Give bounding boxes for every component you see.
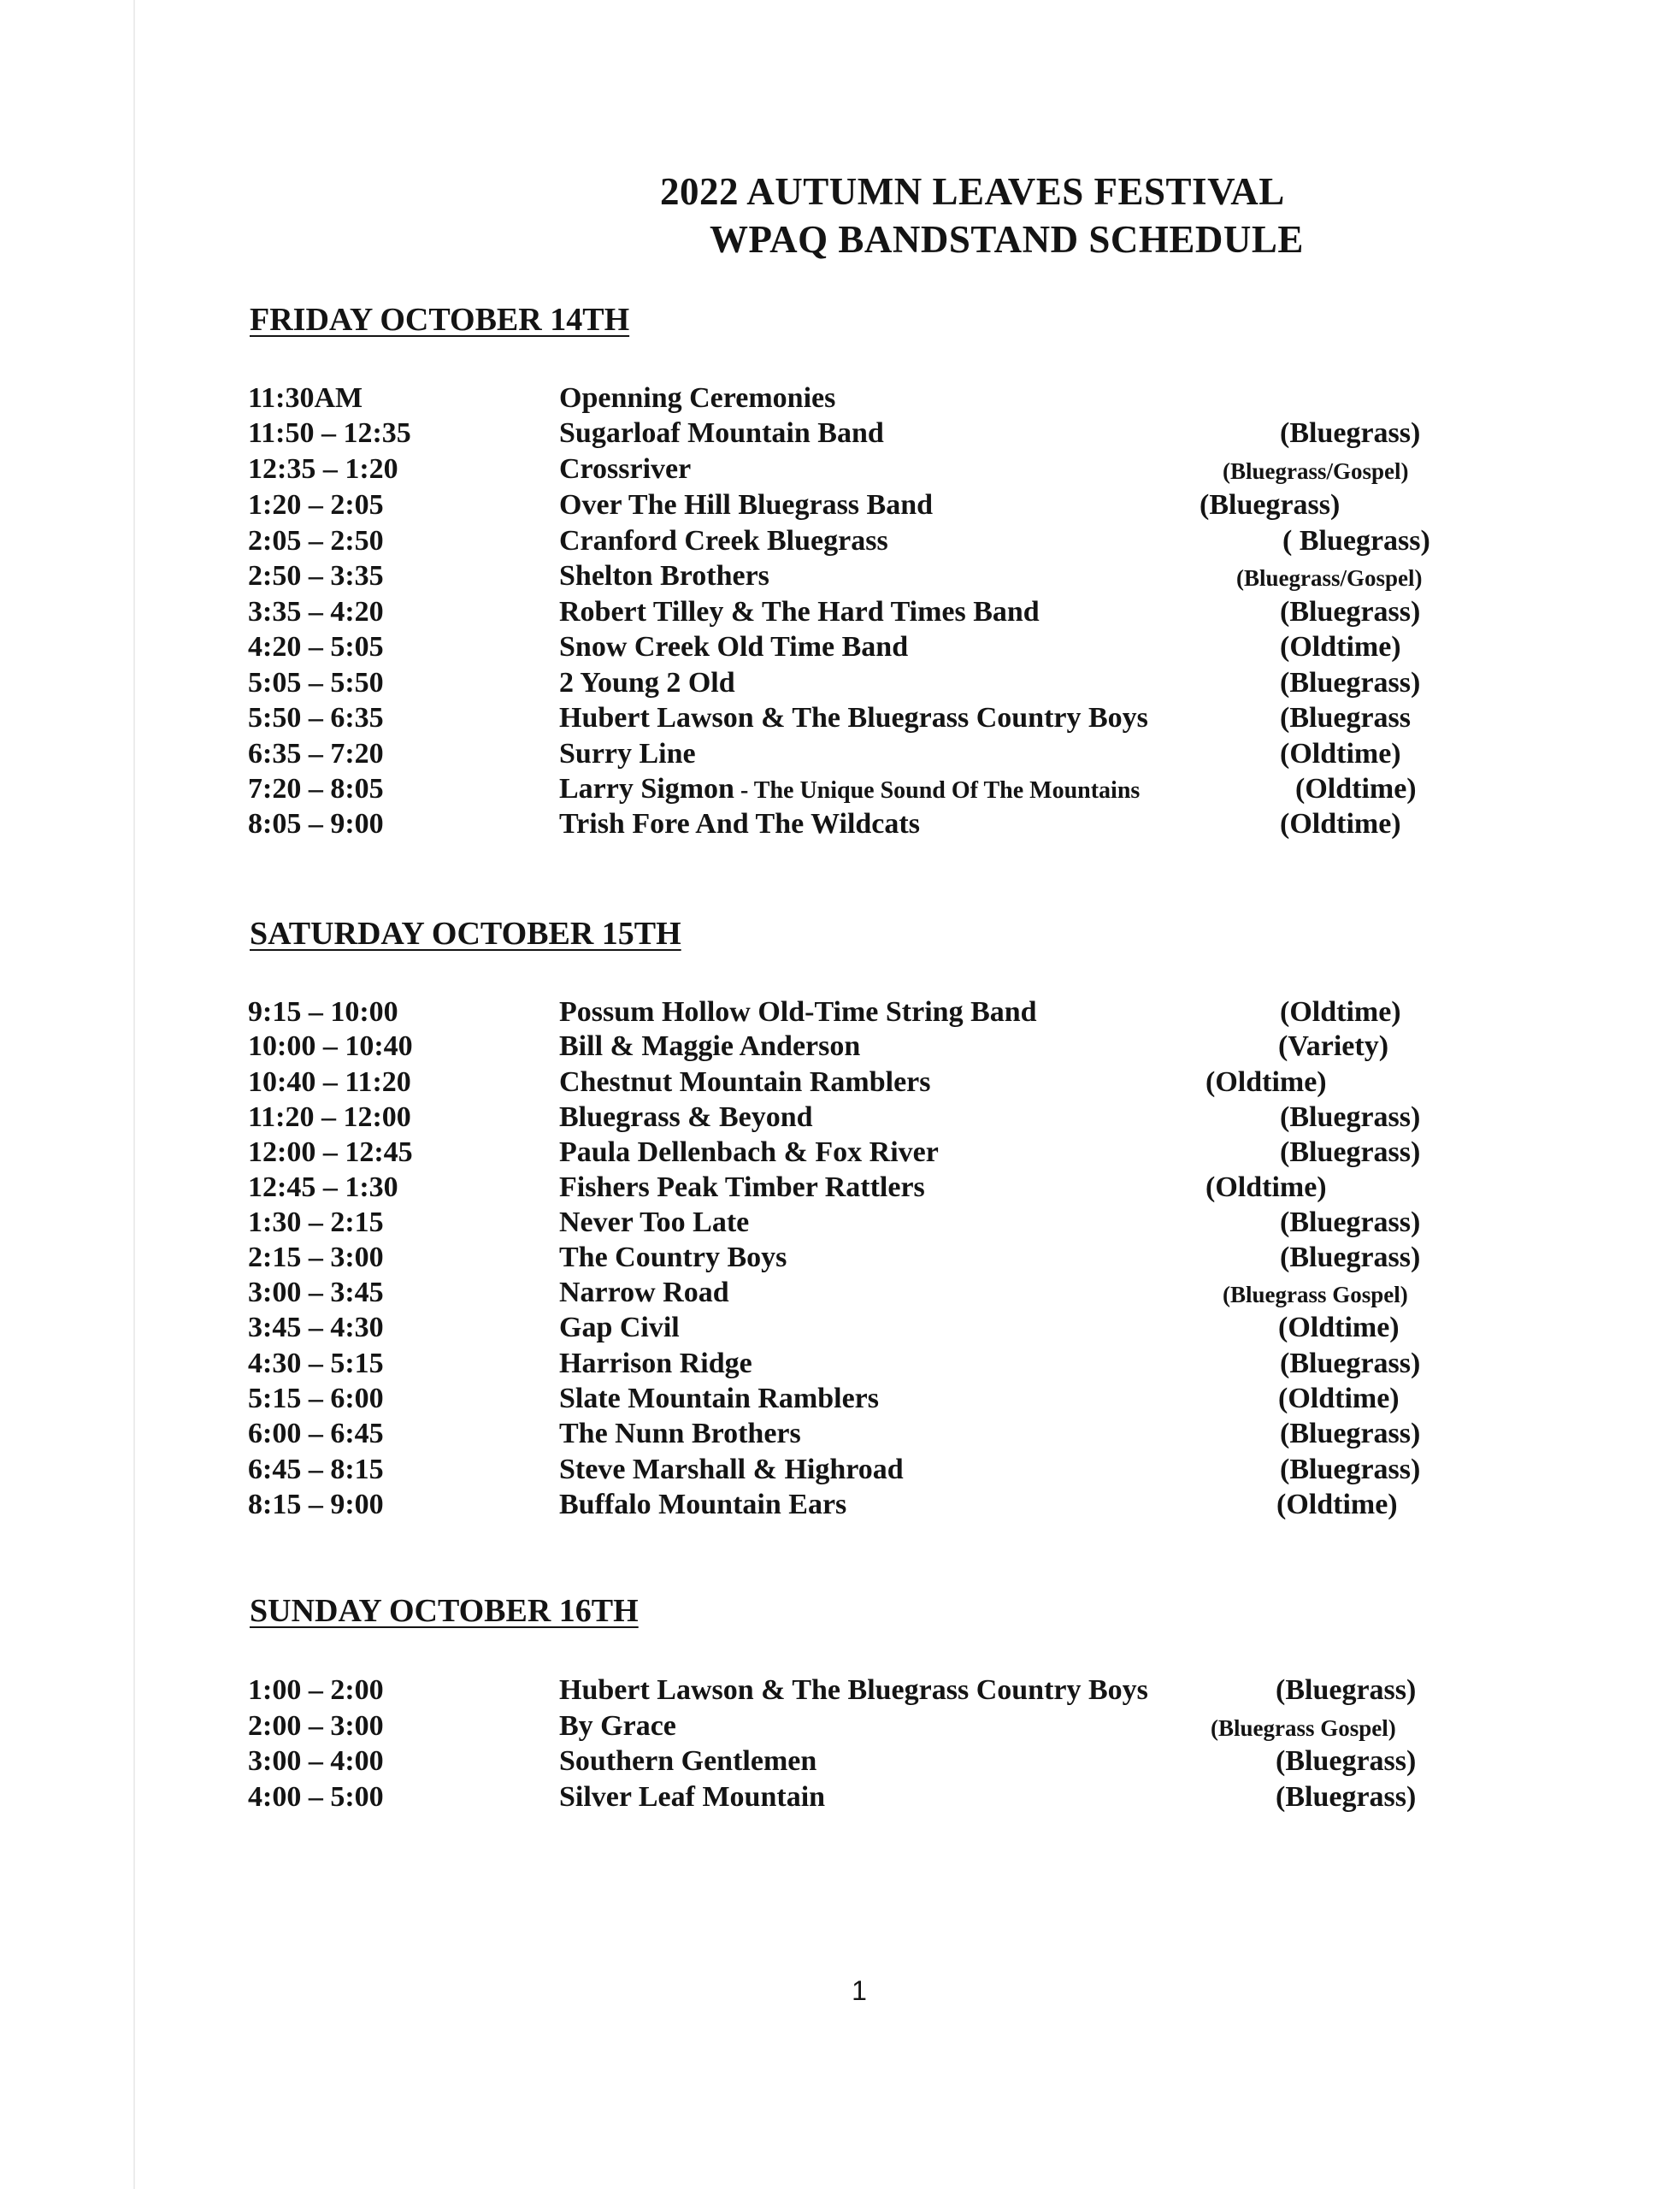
performer-name-text: Shelton Brothers xyxy=(559,560,769,592)
performer-name xyxy=(559,1348,752,1380)
time-slot: 6:45 – 8:15 xyxy=(248,1454,384,1485)
time-slot: 4:20 – 5:05 xyxy=(248,631,384,663)
performer-name xyxy=(559,1030,860,1063)
schedule-row xyxy=(0,596,1680,632)
performer-name xyxy=(559,1781,825,1814)
day-heading-sunday: SUNDAY OCTOBER 16TH xyxy=(250,1593,639,1629)
genre-label: (Bluegrass) xyxy=(1280,1418,1421,1449)
performer-name-text: Never Too Late xyxy=(559,1207,750,1238)
time-slot: 5:15 – 6:00 xyxy=(248,1383,384,1414)
schedule-row xyxy=(0,738,1680,774)
time-slot: 1:20 – 2:05 xyxy=(248,489,384,521)
genre-label: (Bluegrass) xyxy=(1200,489,1341,521)
time-slot: 6:35 – 7:20 xyxy=(248,738,384,770)
schedule-row xyxy=(0,808,1680,844)
performer-name-text: 2 Young 2 Old xyxy=(559,667,735,699)
schedule-row xyxy=(0,1383,1680,1419)
schedule-row xyxy=(0,1136,1680,1172)
genre-label: (Oldtime) xyxy=(1205,1066,1327,1098)
performer-name xyxy=(559,1242,787,1274)
schedule-row xyxy=(0,417,1680,453)
performer-name-text: The Nunn Brothers xyxy=(559,1418,801,1449)
genre-label: (Bluegrass) xyxy=(1276,1781,1417,1813)
performer-name-text: Steve Marshall & Highroad xyxy=(559,1454,904,1485)
performer-name xyxy=(559,1710,676,1743)
time-slot: 3:35 – 4:20 xyxy=(248,596,384,628)
time-slot: 1:00 – 2:00 xyxy=(248,1674,384,1706)
performer-name-text: Bill & Maggie Anderson xyxy=(559,1030,861,1062)
performer-name-text: Fishers Peak Timber Rattlers xyxy=(559,1171,925,1203)
time-slot: 5:05 – 5:50 xyxy=(248,667,384,699)
performer-name xyxy=(559,1383,879,1415)
time-slot: 8:05 – 9:00 xyxy=(248,808,384,840)
genre-label: ( Bluegrass) xyxy=(1282,525,1430,557)
schedule-row xyxy=(0,702,1680,738)
schedule-row xyxy=(0,1066,1680,1102)
time-slot: 9:15 – 10:00 xyxy=(248,996,398,1028)
performer-name xyxy=(559,702,1148,735)
performer-name xyxy=(559,382,835,415)
schedule-row xyxy=(0,1312,1680,1348)
genre-label: (Bluegrass) xyxy=(1280,1207,1421,1238)
performer-name-text: Bluegrass & Beyond xyxy=(559,1101,813,1133)
performer-name xyxy=(559,808,920,841)
performer-name-text: Southern Gentlemen xyxy=(559,1745,817,1777)
time-slot: 11:30AM xyxy=(248,382,363,414)
genre-label: (Oldtime) xyxy=(1280,996,1401,1028)
genre-label: (Oldtime) xyxy=(1278,1312,1400,1343)
day-heading-friday: FRIDAY OCTOBER 14TH xyxy=(250,302,630,338)
schedule-row xyxy=(0,1674,1680,1710)
schedule-row xyxy=(0,1348,1680,1384)
genre-label: (Bluegrass Gospel) xyxy=(1211,1715,1396,1741)
schedule-row xyxy=(0,453,1680,489)
genre-label: (Bluegrass) xyxy=(1280,1101,1421,1133)
schedule-row xyxy=(0,560,1680,596)
performer-name xyxy=(559,1277,729,1309)
document-title-line-1: 2022 AUTUMN LEAVES FESTIVAL xyxy=(660,170,1285,213)
performer-name xyxy=(559,1101,813,1134)
time-slot: 4:00 – 5:00 xyxy=(248,1781,384,1813)
time-slot: 2:05 – 2:50 xyxy=(248,525,384,557)
performer-name xyxy=(559,417,884,450)
genre-label: (Bluegrass) xyxy=(1280,596,1421,628)
performer-name xyxy=(559,1171,925,1204)
schedule-row xyxy=(0,996,1680,1032)
genre-label: (Bluegrass) xyxy=(1280,417,1421,449)
time-slot: 2:15 – 3:00 xyxy=(248,1242,384,1273)
time-slot: 2:50 – 3:35 xyxy=(248,560,384,592)
performer-name-text: Sugarloaf Mountain Band xyxy=(559,417,884,449)
genre-label: (Oldtime) xyxy=(1278,1383,1400,1414)
genre-label: (Oldtime) xyxy=(1280,738,1401,770)
performer-name-text: Buffalo Mountain Ears xyxy=(559,1489,847,1520)
performer-name xyxy=(559,1454,904,1486)
time-slot: 12:35 – 1:20 xyxy=(248,453,398,485)
schedule-row xyxy=(0,1030,1680,1066)
performer-name-text: Hubert Lawson & The Bluegrass Country Boys xyxy=(559,1674,1148,1706)
schedule-row xyxy=(0,1242,1680,1277)
performer-name-text: Snow Creek Old Time Band xyxy=(559,631,909,663)
genre-label: (Oldtime) xyxy=(1205,1171,1327,1203)
schedule-row xyxy=(0,382,1680,418)
performer-name xyxy=(559,560,769,593)
schedule-row xyxy=(0,1710,1680,1746)
genre-label: (Bluegrass/Gospel) xyxy=(1236,565,1423,591)
performer-name xyxy=(559,738,696,770)
performer-name-text: Surry Line xyxy=(559,738,696,770)
performer-name xyxy=(559,596,1040,628)
schedule-row xyxy=(0,1277,1680,1313)
performer-name xyxy=(559,996,1037,1029)
genre-label: (Bluegrass) xyxy=(1280,1242,1421,1273)
time-slot: 12:45 – 1:30 xyxy=(248,1171,398,1203)
genre-label: (Bluegrass xyxy=(1280,702,1411,734)
genre-label: (Bluegrass Gospel) xyxy=(1223,1282,1408,1307)
schedule-row xyxy=(0,1454,1680,1490)
performer-name xyxy=(559,1418,801,1450)
performer-name xyxy=(559,1489,846,1521)
performer-name-text: Slate Mountain Ramblers xyxy=(559,1383,879,1414)
time-slot: 11:20 – 12:00 xyxy=(248,1101,411,1133)
time-slot: 12:00 – 12:45 xyxy=(248,1136,413,1168)
performer-name-text: Possum Hollow Old-Time String Band xyxy=(559,996,1037,1028)
performer-name-text: Robert Tilley & The Hard Times Band xyxy=(559,596,1040,628)
schedule-row xyxy=(0,1207,1680,1242)
performer-name-text: Silver Leaf Mountain xyxy=(559,1781,826,1813)
performer-name xyxy=(559,1136,939,1169)
day-heading-saturday: SATURDAY OCTOBER 15TH xyxy=(250,916,681,952)
schedule-row xyxy=(0,525,1680,561)
schedule-row xyxy=(0,1418,1680,1454)
time-slot: 3:00 – 3:45 xyxy=(248,1277,384,1308)
genre-label: (Bluegrass) xyxy=(1276,1745,1417,1777)
performer-name xyxy=(559,1312,680,1344)
performer-name-text: Over The Hill Bluegrass Band xyxy=(559,489,934,521)
performer-name xyxy=(559,453,691,486)
page-number: 1 xyxy=(852,1975,867,2006)
time-slot: 11:50 – 12:35 xyxy=(248,417,411,449)
genre-label: (Bluegrass) xyxy=(1280,1136,1421,1168)
genre-label: (Bluegrass) xyxy=(1280,1348,1421,1379)
performer-name-text: Larry Sigmon xyxy=(559,773,734,805)
performer-name xyxy=(559,1674,1148,1707)
genre-label: (Bluegrass) xyxy=(1280,1454,1421,1485)
schedule-row xyxy=(0,1781,1680,1817)
performer-name-text: Openning Ceremonies xyxy=(559,382,836,414)
schedule-row xyxy=(0,667,1680,703)
performer-name xyxy=(559,1745,816,1778)
time-slot: 2:00 – 3:00 xyxy=(248,1710,384,1742)
schedule-row xyxy=(0,1171,1680,1207)
schedule-row xyxy=(0,1745,1680,1781)
genre-label: (Variety) xyxy=(1278,1030,1389,1062)
performer-name-text: Hubert Lawson & The Bluegrass Country Boys xyxy=(559,702,1148,734)
time-slot: 3:45 – 4:30 xyxy=(248,1312,384,1343)
performer-name xyxy=(559,773,1140,805)
performer-name xyxy=(559,1066,930,1099)
performer-name-text: Crossriver xyxy=(559,453,692,485)
genre-label: (Oldtime) xyxy=(1280,808,1401,840)
performer-name xyxy=(559,631,908,664)
genre-label: (Bluegrass) xyxy=(1280,667,1421,699)
time-slot: 6:00 – 6:45 xyxy=(248,1418,384,1449)
performer-name-text: Narrow Road xyxy=(559,1277,729,1308)
genre-label: (Oldtime) xyxy=(1295,773,1417,805)
time-slot: 3:00 – 4:00 xyxy=(248,1745,384,1777)
performer-name xyxy=(559,667,735,699)
schedule-row xyxy=(0,631,1680,667)
schedule-row xyxy=(0,1489,1680,1525)
time-slot: 8:15 – 9:00 xyxy=(248,1489,384,1520)
genre-label: (Oldtime) xyxy=(1280,631,1401,663)
performer-name-text: Paula Dellenbach & Fox River xyxy=(559,1136,939,1168)
performer-name xyxy=(559,489,933,522)
performer-name-text: Cranford Creek Bluegrass xyxy=(559,525,888,557)
performer-name-text: Trish Fore And The Wildcats xyxy=(559,808,920,840)
document-title-line-2: WPAQ BANDSTAND SCHEDULE xyxy=(710,218,1304,261)
time-slot: 5:50 – 6:35 xyxy=(248,702,384,734)
schedule-row xyxy=(0,1101,1680,1137)
time-slot: 7:20 – 8:05 xyxy=(248,773,384,805)
performer-name xyxy=(559,525,888,558)
time-slot: 10:00 – 10:40 xyxy=(248,1030,413,1062)
time-slot: 10:40 – 11:20 xyxy=(248,1066,411,1098)
performer-name xyxy=(559,1207,749,1239)
performer-name-text: The Country Boys xyxy=(559,1242,787,1273)
schedule-row xyxy=(0,489,1680,525)
schedule-row xyxy=(0,773,1680,809)
genre-label: (Bluegrass/Gospel) xyxy=(1223,458,1409,484)
performer-name-text: Harrison Ridge xyxy=(559,1348,752,1379)
genre-label: (Oldtime) xyxy=(1276,1489,1398,1520)
time-slot: 1:30 – 2:15 xyxy=(248,1207,384,1238)
performer-name-text: By Grace xyxy=(559,1710,676,1742)
performer-name-text: Chestnut Mountain Ramblers xyxy=(559,1066,931,1098)
time-slot: 4:30 – 5:15 xyxy=(248,1348,384,1379)
performer-subtitle: - The Unique Sound Of The Mountains xyxy=(734,777,1141,804)
performer-name-text: Gap Civil xyxy=(559,1312,680,1343)
genre-label: (Bluegrass) xyxy=(1276,1674,1417,1706)
